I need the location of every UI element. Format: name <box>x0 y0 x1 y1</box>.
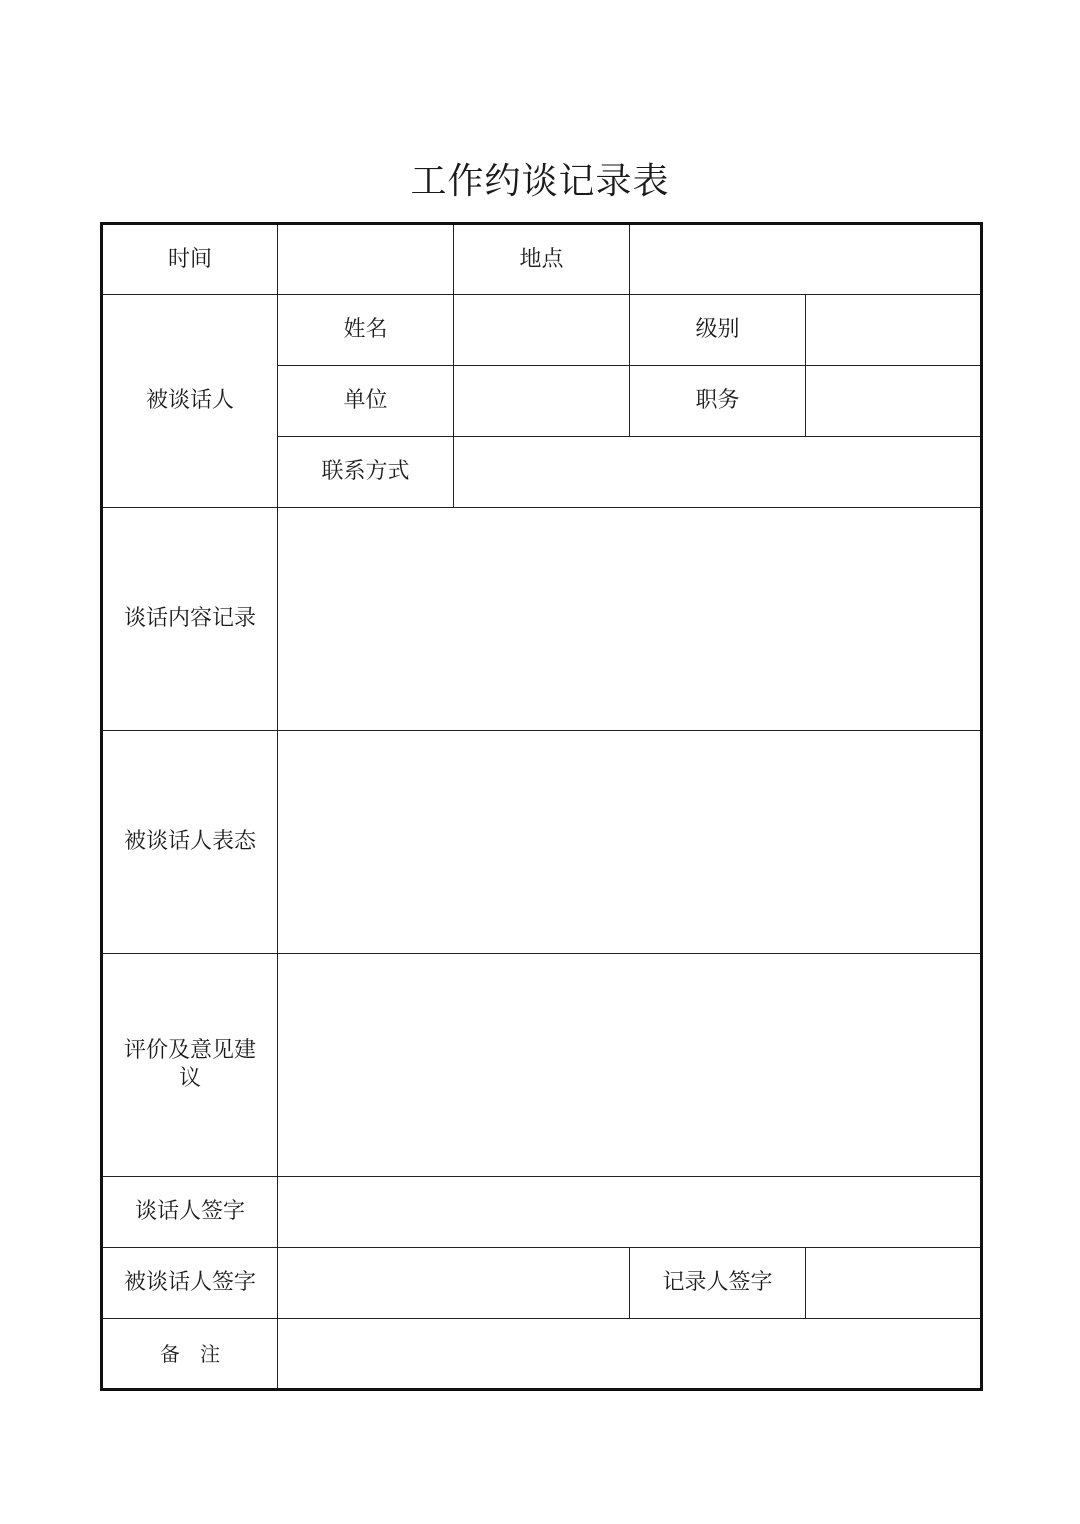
interviewee-signature-field[interactable] <box>278 1248 630 1319</box>
level-field[interactable] <box>806 295 982 366</box>
row-time-location <box>102 224 982 295</box>
evaluation-label <box>102 954 278 1177</box>
name-label: 姓名 <box>278 295 454 366</box>
location-label: 地点 <box>454 224 630 295</box>
row-interviewer-signature <box>102 1177 982 1248</box>
level-label: 级别 <box>630 295 806 366</box>
position-label: 职务 <box>630 366 806 437</box>
interviewer-signature-label: 谈话人签字 <box>102 1177 278 1248</box>
name-field[interactable] <box>454 295 630 366</box>
content-record-field[interactable] <box>278 508 982 731</box>
interviewee-signature-label: 被谈话人签字 <box>102 1248 278 1319</box>
contact-field[interactable] <box>454 437 982 508</box>
interview-record-table <box>100 222 983 1391</box>
page-title: 工作约谈记录表 <box>410 161 670 202</box>
interviewee-label: 被谈话人 <box>102 295 278 508</box>
row-interviewee-statement <box>102 731 982 954</box>
evaluation-label-line1: 评价及意见建 <box>123 1038 256 1063</box>
row-content-record <box>102 508 982 731</box>
interviewee-statement-label: 被谈话人表态 <box>102 731 278 954</box>
row-name-level <box>102 295 982 366</box>
time-field[interactable] <box>278 224 454 295</box>
unit-label: 单位 <box>278 366 454 437</box>
interviewee-statement-field[interactable] <box>278 731 982 954</box>
position-field[interactable] <box>806 366 982 437</box>
row-signatures <box>102 1248 982 1319</box>
row-remarks <box>102 1319 982 1390</box>
recorder-signature-label: 记录人签字 <box>630 1248 806 1319</box>
remarks-field[interactable] <box>278 1319 982 1390</box>
evaluation-field[interactable] <box>278 954 982 1177</box>
recorder-signature-field[interactable] <box>806 1248 982 1319</box>
evaluation-label-line2: 议 <box>178 1066 201 1091</box>
remarks-label: 备 注 <box>102 1319 278 1390</box>
time-label: 时间 <box>102 224 278 295</box>
contact-label: 联系方式 <box>278 437 454 508</box>
unit-field[interactable] <box>454 366 630 437</box>
row-evaluation <box>102 954 982 1177</box>
location-field[interactable] <box>630 224 982 295</box>
interviewer-signature-field[interactable] <box>278 1177 982 1248</box>
content-record-label: 谈话内容记录 <box>102 508 278 731</box>
